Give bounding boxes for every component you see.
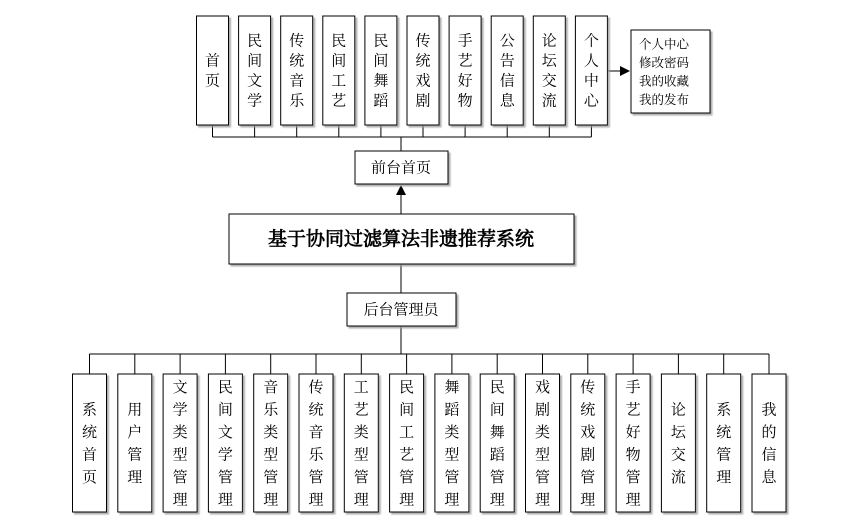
- frontend-module-1-label: 首页: [204, 51, 221, 89]
- backend-module-12-label: 传统戏剧管理: [580, 377, 596, 508]
- backend-module-15-box[interactable]: [707, 374, 741, 512]
- frontend-module-6-label: 传统戏剧: [415, 31, 431, 109]
- backend-module-8-label: 民间工艺管理: [399, 377, 415, 508]
- backend-module-10-label: 民间舞蹈管理: [489, 377, 505, 508]
- frontend-module-8-label: 公告信息: [499, 31, 515, 109]
- backend-module-14-label: 论坛交流: [670, 399, 686, 486]
- personal-center-item: 我的发布: [639, 92, 690, 107]
- frontend-label: 前台首页: [370, 158, 432, 177]
- backend-module-11-label: 戏剧类型管理: [534, 377, 551, 508]
- backend-module-14-box[interactable]: [661, 374, 695, 512]
- backend-module-13-label: 手艺好物管理: [625, 377, 641, 508]
- personal-center-item: 个人中心: [639, 36, 690, 52]
- backend-modules: [73, 374, 787, 512]
- frontend-module-3-label: 传统音乐: [289, 31, 305, 109]
- personal-center-item: 我的收藏: [639, 73, 690, 89]
- frontend-module-4-label: 民间工艺: [331, 31, 347, 109]
- backend-module-4-label: 民间文学管理: [217, 377, 233, 508]
- backend-module-16-box[interactable]: [752, 374, 786, 512]
- system-title: 基于协同过滤算法非遗推荐系统: [267, 228, 535, 250]
- backend-module-1-box[interactable]: [73, 374, 107, 512]
- frontend-module-9-label: 论坛交流: [541, 31, 557, 109]
- frontend-module-7-label: 手艺好物: [457, 31, 473, 109]
- backend-module-2-box[interactable]: [118, 374, 152, 512]
- personal-center-item: 修改密码: [639, 55, 690, 70]
- backend-module-2-label: 用户管理: [127, 399, 143, 486]
- backend-module-6-label: 传统音乐管理: [308, 377, 324, 508]
- backend-module-15-label: 系统管理: [716, 399, 732, 486]
- backend-module-5-label: 音乐类型管理: [263, 377, 279, 508]
- frontend-modules: [197, 16, 608, 125]
- backend-module-9-label: 舞蹈类型管理: [444, 377, 460, 508]
- backend-module-1-label: 系统首页: [81, 399, 98, 486]
- backend-module-3-label: 文学类型管理: [172, 377, 188, 508]
- frontend-module-5-label: 民间舞蹈: [373, 31, 389, 109]
- backend-label: 后台管理员: [363, 300, 439, 319]
- frontend-module-10-label: 个人中心: [583, 31, 599, 109]
- backend-module-16-label: 我的信息: [761, 399, 777, 486]
- frontend-module-2-label: 民间文学: [247, 31, 263, 109]
- backend-module-7-label: 工艺类型管理: [353, 377, 369, 508]
